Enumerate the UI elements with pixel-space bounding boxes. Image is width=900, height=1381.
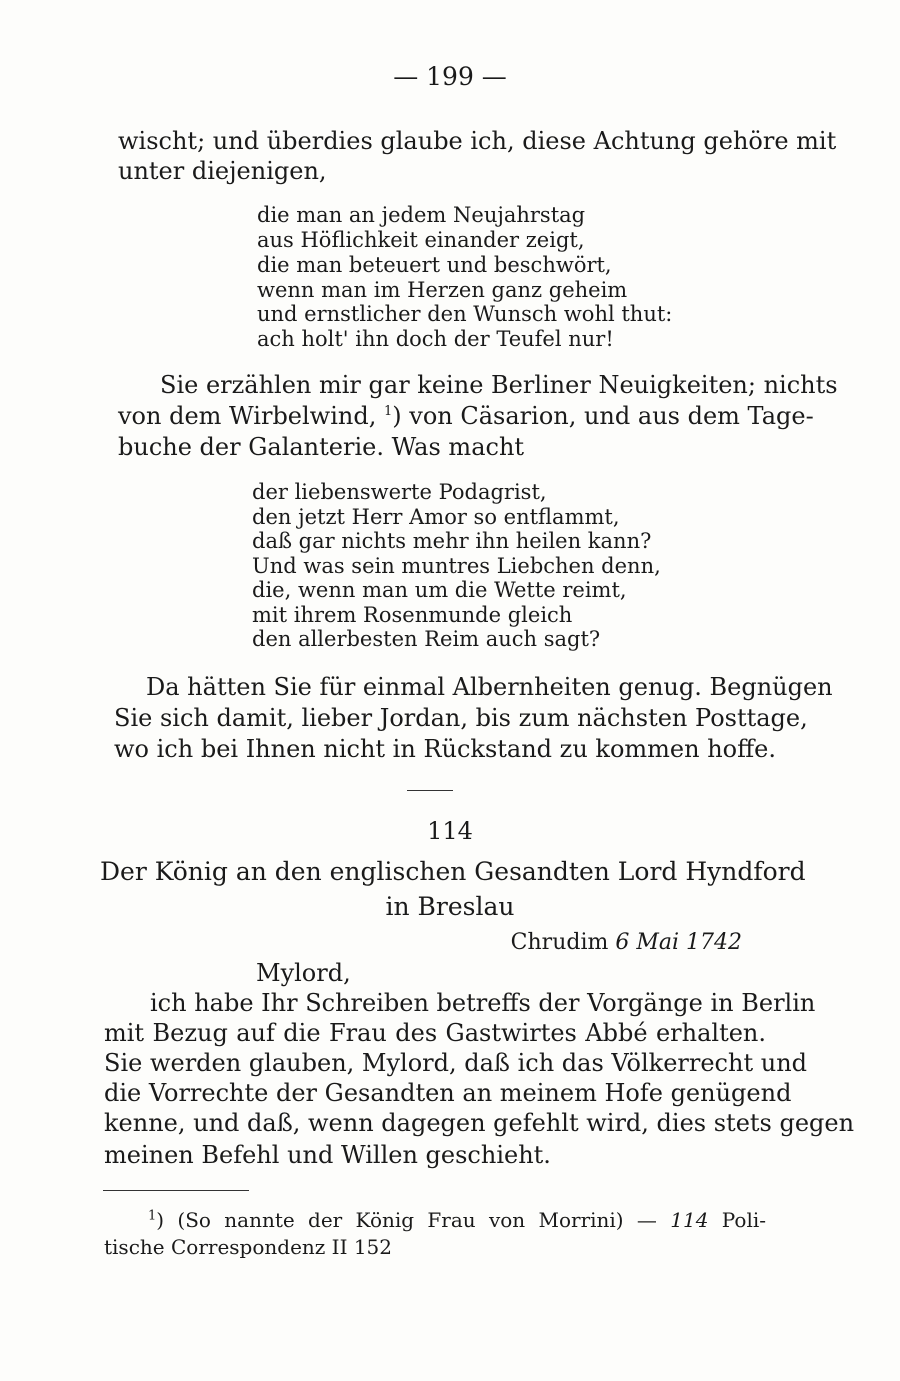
verse-line: wenn man im Herzen ganz geheim: [257, 278, 628, 302]
text-line: Sie erzählen mir gar keine Berliner Neuigkeiten; nichts: [160, 371, 838, 399]
letter-number: 114: [427, 817, 473, 845]
text-line: Da hätten Sie für einmal Albernheiten genug. Begnügen: [146, 673, 833, 701]
verse-line: Und was sein muntres Liebchen denn,: [252, 554, 661, 578]
text-line: mit Bezug auf die Frau des Gastwirtes Abbé erhalten.: [104, 1019, 766, 1047]
verse-line: die man an jedem Neujahrstag: [257, 203, 586, 227]
verse-line: den allerbesten Reim auch sagt?: [252, 627, 601, 651]
footnote-line: tische Correspondenz II 152: [104, 1235, 393, 1259]
verse-line: aus Höflichkeit einander zeigt,: [257, 228, 585, 252]
verse-line: ach holt' ihn doch der Teufel nur!: [257, 327, 614, 351]
verse-line: daß gar nichts mehr ihn heilen kann?: [252, 529, 652, 553]
text-line: buche der Galanterie. Was macht: [118, 433, 525, 461]
footnote-rule: [103, 1190, 249, 1191]
letter-title-line: Der König an den englischen Gesandten Lord Hyndford: [100, 857, 806, 886]
text-segment: von dem Wirbelwind,: [118, 402, 377, 430]
salutation: Mylord,: [256, 959, 351, 987]
text-line: [118, 401, 814, 431]
footnote-mark: 1: [148, 1208, 157, 1224]
text-segment: Poli-: [721, 1208, 767, 1232]
text-line: Sie werden glauben, Mylord, daß ich das Völkerrecht und: [104, 1049, 808, 1077]
date: 6 Mai 1742: [615, 930, 742, 955]
text-line: Sie sich damit, lieber Jordan, bis zum nächsten Posttage,: [114, 704, 808, 732]
letter-reference: 114: [670, 1208, 709, 1232]
verse-line: die, wenn man um die Wette reimt,: [252, 578, 627, 602]
text-line: meinen Befehl und Willen geschieht.: [104, 1141, 551, 1169]
text-line: kenne, und daß, wenn dagegen gefehlt wird, dies stets gegen: [104, 1109, 855, 1137]
text-line: wischt; und überdies glaube ich, diese Achtung gehöre mit: [118, 127, 837, 155]
verse-line: und ernstlicher den Wunsch wohl thut:: [257, 302, 673, 326]
text-segment: ) (So nannte der König Frau von Morrini) —: [156, 1208, 657, 1232]
place: Chrudim: [510, 930, 609, 955]
text-segment: ) von Cäsarion, und aus dem Tage-: [392, 402, 814, 430]
letter-title-line: in Breslau: [385, 892, 515, 921]
verse-line: mit ihrem Rosenmunde gleich: [252, 603, 573, 627]
section-divider: [407, 790, 453, 791]
verse-line: der liebenswerte Podagrist,: [252, 480, 547, 504]
page-number: — 199 —: [393, 62, 507, 91]
text-line: ich habe Ihr Schreiben betreffs der Vorgänge in Berlin: [150, 989, 816, 1017]
place-date: [511, 930, 742, 955]
text-line: unter diejenigen,: [118, 157, 327, 185]
verse-line: die man beteuert und beschwört,: [257, 253, 612, 277]
footnote-reference: 1: [384, 404, 393, 419]
footnote-line: [148, 1207, 766, 1234]
text-line: die Vorrechte der Gesandten an meinem Hofe genügend: [104, 1079, 792, 1107]
text-line: wo ich bei Ihnen nicht in Rückstand zu kommen hoffe.: [114, 735, 776, 763]
verse-line: den jetzt Herr Amor so entflammt,: [252, 505, 620, 529]
